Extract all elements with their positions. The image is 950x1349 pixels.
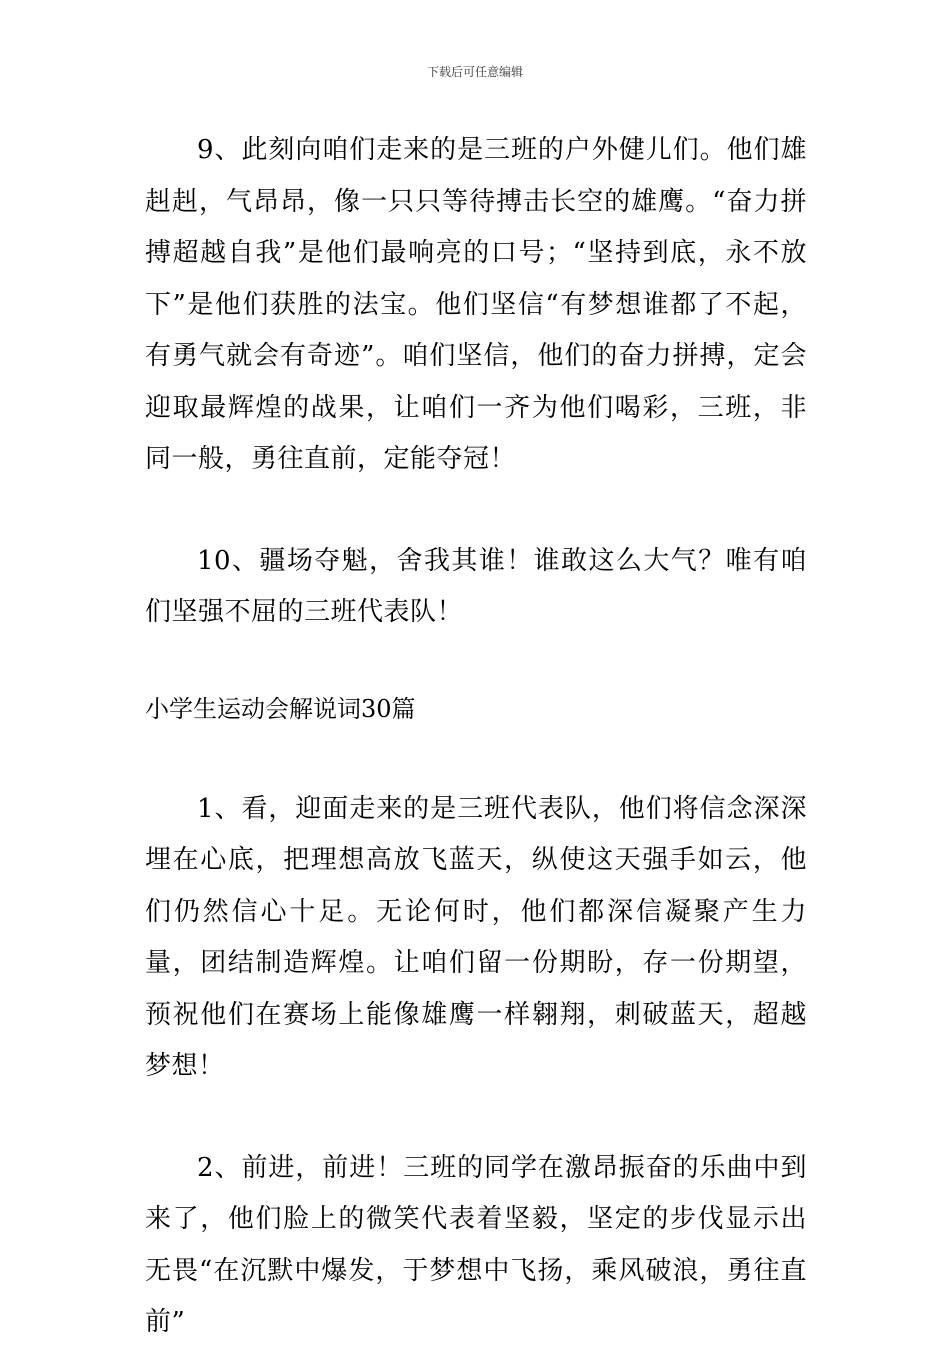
paragraph-10: 10、疆场夺魁，舍我其谁！谁敢这么大气？唯有咱们坚强不屈的三班代表队！ bbox=[145, 545, 807, 627]
paragraph-gap bbox=[145, 486, 807, 536]
section-title: 小学生运动会解说词30篇 bbox=[145, 694, 416, 723]
paragraph-gap bbox=[145, 639, 807, 684]
paragraph-9: 9、此刻向咱们走来的是三班的户外健儿们。他们雄赳赳，气昂昂，像一只只等待搏击长空的雄鹰。“奋力拼搏超越自我”是他们最响亮的口号；“坚持到底，永不放下”是他们获胜的法宝。他们坚信“有梦想谁都了不起，有勇气就会有奇迹”。咱们坚信，他们的奋力拼搏，定会迎取最辉煌的战果，让咱们一齐为他们喝彩，三班，非同一般，勇往直前，定能夺冠！ bbox=[145, 135, 807, 474]
paragraph-gap bbox=[145, 1093, 807, 1143]
paragraph-2: 2、前进，前进！三班的同学在激昂振奋的乐曲中到来了，他们脸上的微笑代表着坚毅，坚定的步伐显示出无畏“在沉默中爆发，于梦想中飞扬，乘风破浪，勇往直前” bbox=[145, 1152, 807, 1337]
paragraph-1: 1、看，迎面走来的是三班代表队，他们将信念深深埋在心底，把理想高放飞蓝天，纵使这天强手如云，他们仍然信心十足。无论何时，他们都深信凝聚产生力量，团结制造辉煌。让咱们留一份期盼，存一份期望，预祝他们在赛场上能像雄鹰一样翱翔，刺破蓝天，超越梦想！ bbox=[145, 793, 807, 1081]
document-body bbox=[145, 125, 807, 1349]
paragraph-gap bbox=[145, 734, 807, 784]
page-header-note: 下载后可任意编辑 bbox=[426, 65, 523, 79]
